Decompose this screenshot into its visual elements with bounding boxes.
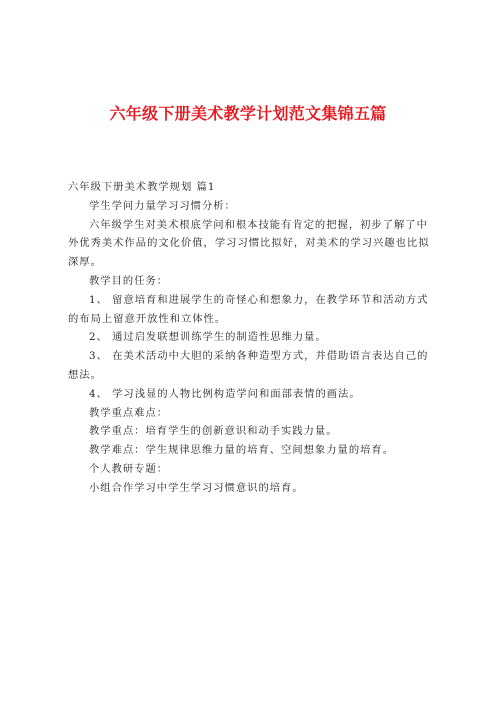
paragraph-line: 想法。: [68, 368, 102, 381]
paragraph-line: 学生学问力量学习习惯分析：: [89, 199, 236, 212]
paragraph-line: 教学重点：培育学生的创新意识和动手实践力量。: [89, 425, 338, 438]
paragraph-line: 个人教研专题：: [89, 462, 169, 475]
paragraph-line: 教学难点：学生规律思维力量的培育、空间想象力量的培育。: [89, 444, 395, 457]
paragraph-line: 的布局上留意开放性和立体性。: [68, 312, 227, 325]
paragraph-line: 六年级学生对美术根底学问和根本技能有肯定的把握，初步了解了中: [89, 218, 428, 231]
paragraph-line: 外优秀美术作品的文化价值，学习习惯比拟好，对美术的学习兴趣也比拟: [68, 237, 430, 250]
document-title: 六年级下册美术教学计划范文集锦五篇: [109, 104, 387, 123]
section-heading: 六年级下册美术教学规划 篇1: [68, 181, 216, 193]
paragraph-line: 2、 通过启发联想训练学生的制造性思维力量。: [89, 331, 327, 344]
paragraph-line: 教学重点难点：: [89, 406, 169, 419]
document-body: [68, 178, 434, 498]
paragraph-line: 3、 在美术活动中大胆的采纳各种造型方式，并借助语言表达自己的: [89, 350, 429, 363]
paragraph-line: 教学目的任务：: [89, 274, 169, 287]
paragraph-line: 1、 留意培育和进展学生的奇怪心和想象力，在教学环节和活动方式: [89, 293, 429, 306]
paragraph-line: 深厚。: [68, 256, 102, 269]
paragraph-line: 4、 学习浅显的人物比例构造学问和面部表情的画法。: [89, 387, 361, 400]
paragraph-line: 小组合作学习中学生学习习惯意识的培育。: [89, 481, 304, 494]
